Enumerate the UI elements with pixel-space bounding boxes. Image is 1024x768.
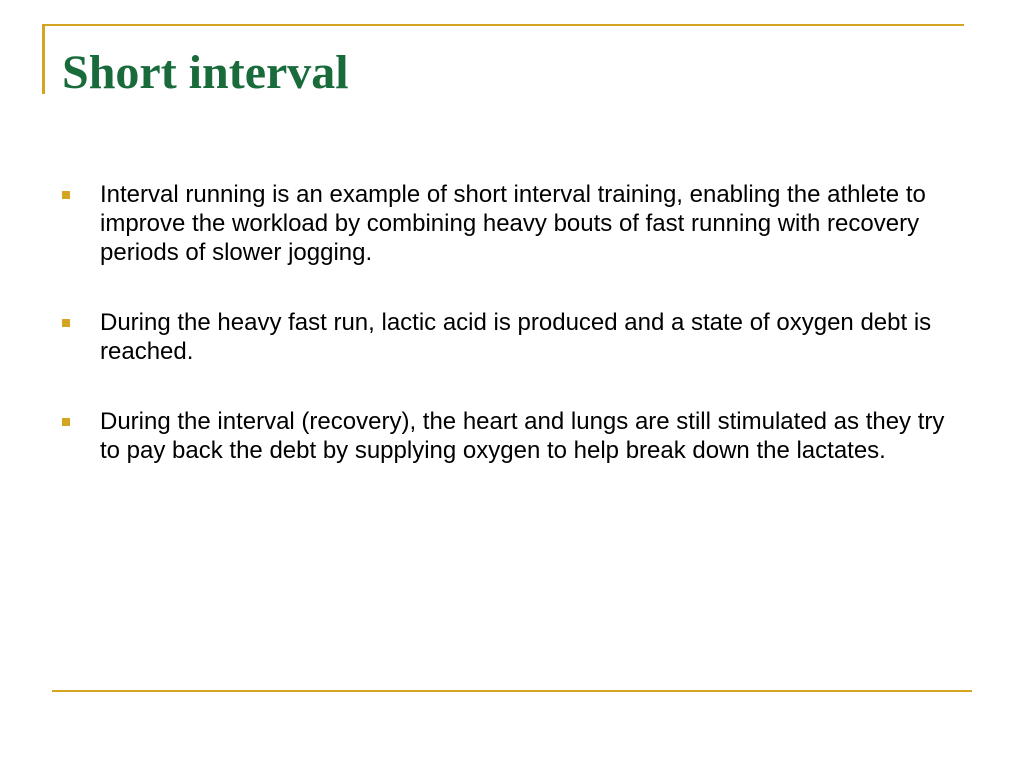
bullet-text: During the heavy fast run, lactic acid is produced and a state of oxygen debt is reached. [100, 309, 932, 365]
bullet-text: Interval running is an example of short interval training, enabling the athlete to improve the workload by combining heavy bouts of fast running with recovery periods of slower jogging. [100, 181, 926, 266]
left-accent-line [42, 24, 45, 94]
bottom-border-line [52, 690, 972, 692]
top-border-line [42, 24, 964, 26]
square-bullet-icon [62, 191, 70, 199]
slide-title: Short interval [62, 46, 349, 99]
bullet-item [60, 308, 970, 366]
square-bullet-icon [62, 319, 70, 327]
bullet-list [60, 180, 970, 506]
square-bullet-icon [62, 418, 70, 426]
bullet-text: During the interval (recovery), the heart and lungs are still stimulated as they try to pay back the debt by supplying oxygen to help break down the lactates. [100, 408, 945, 464]
bullet-item [60, 180, 970, 267]
bullet-item [60, 407, 970, 465]
